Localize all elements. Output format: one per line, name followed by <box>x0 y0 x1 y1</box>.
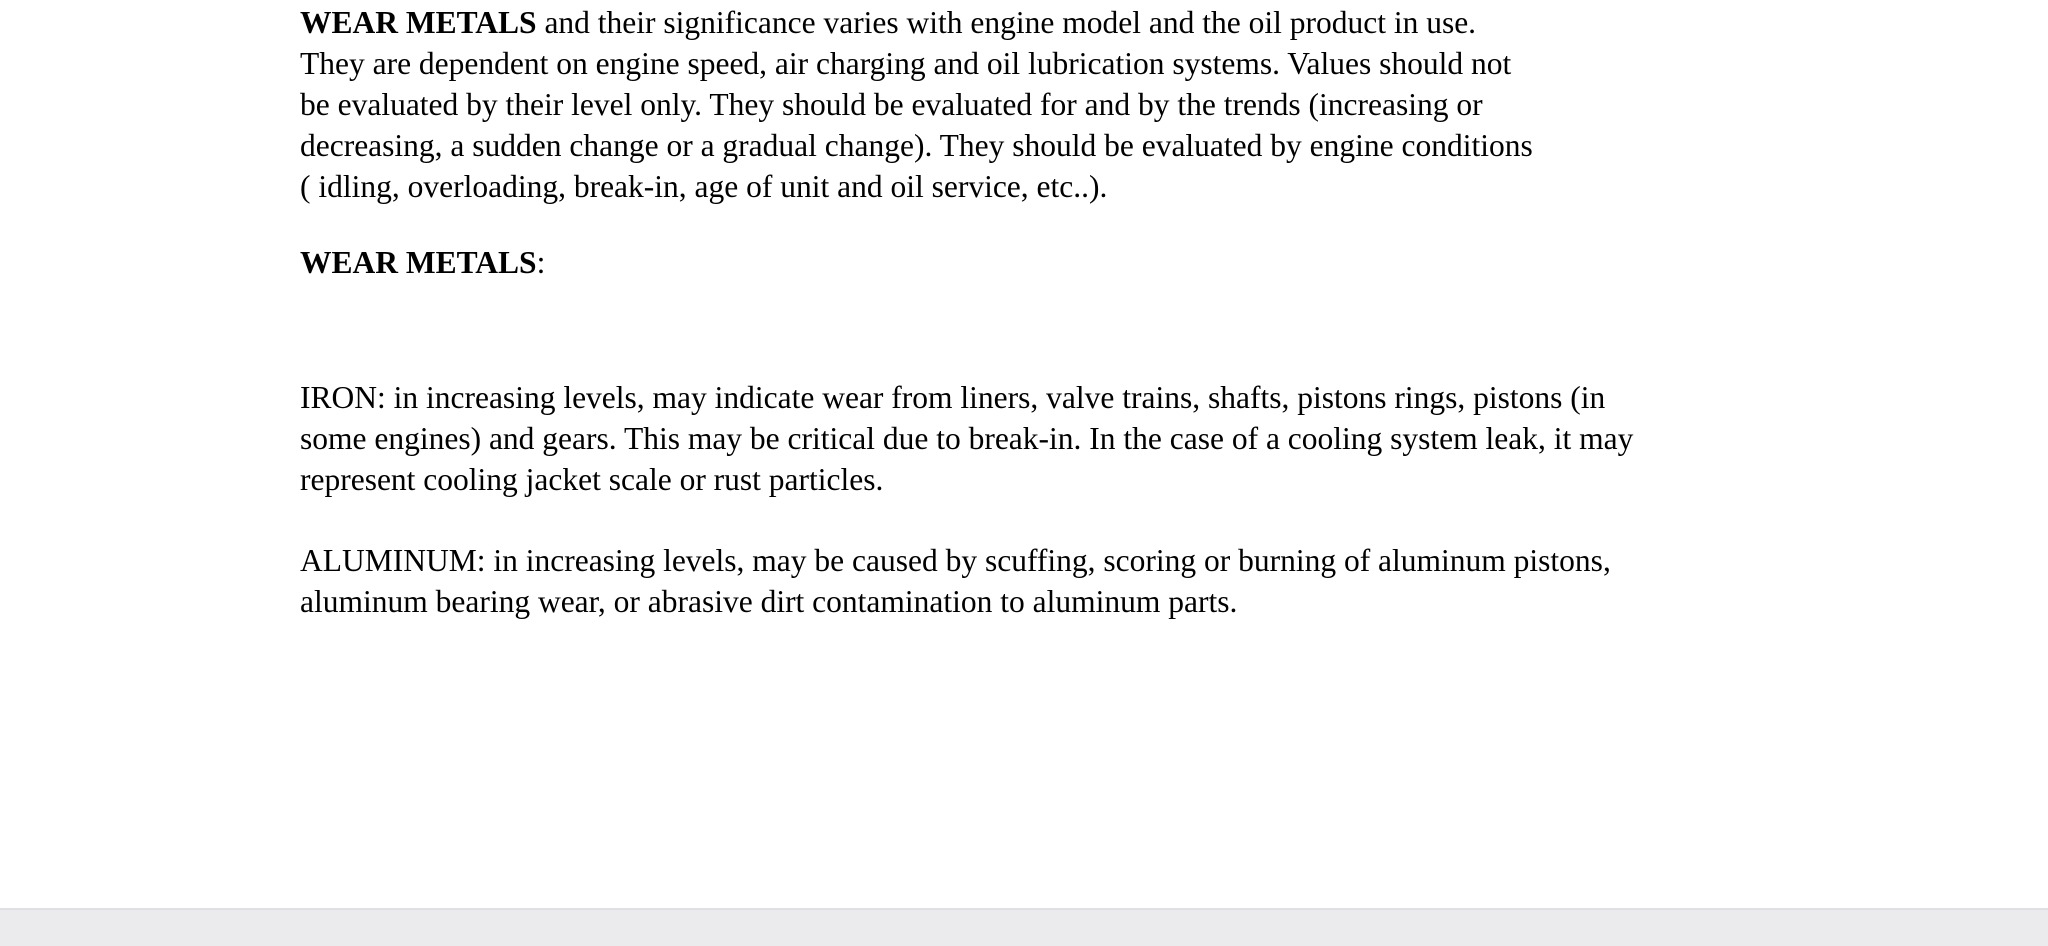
section-heading <box>300 242 2040 283</box>
aluminum-line-1: ALUMINUM: in increasing levels, may be caused by scuffing, scoring or burning of aluminum pistons, <box>300 543 1611 578</box>
section-heading-line <box>300 242 2040 283</box>
intro-line-3: be evaluated by their level only. They should be evaluated for and by the trends (increasing or <box>300 87 1483 122</box>
intro-line-2: They are dependent on engine speed, air charging and oil lubrication systems. Values should not <box>300 46 1512 81</box>
intro-line-4: decreasing, a sudden change or a gradual change). They should be evaluated by engine conditions <box>300 128 1533 163</box>
section-heading-suffix: : <box>536 245 546 280</box>
intro-paragraph <box>300 2 2040 207</box>
intro-line-1-text: and their significance varies with engine model and the oil product in use. <box>536 5 1477 40</box>
section-heading-bold: WEAR METALS <box>300 245 537 280</box>
intro-line-1 <box>300 2 2040 43</box>
intro-heading-bold: WEAR METALS <box>300 5 537 40</box>
aluminum-paragraph <box>300 540 2040 622</box>
aluminum-line-2: aluminum bearing wear, or abrasive dirt contamination to aluminum parts. <box>300 584 1238 619</box>
document-body <box>300 2 2040 622</box>
intro-line-5: ( idling, overloading, break-in, age of unit and oil service, etc..). <box>300 169 1108 204</box>
iron-line-2: some engines) and gears. This may be critical due to break-in. In the case of a cooling system leak, it may <box>300 421 1634 456</box>
iron-line-1: IRON: in increasing levels, may indicate wear from liners, valve trains, shafts, pistons rings, pistons (in <box>300 380 1606 415</box>
bottom-scroll-bar[interactable] <box>0 908 2048 946</box>
iron-paragraph <box>300 377 2040 500</box>
iron-line-3: represent cooling jacket scale or rust particles. <box>300 462 884 497</box>
